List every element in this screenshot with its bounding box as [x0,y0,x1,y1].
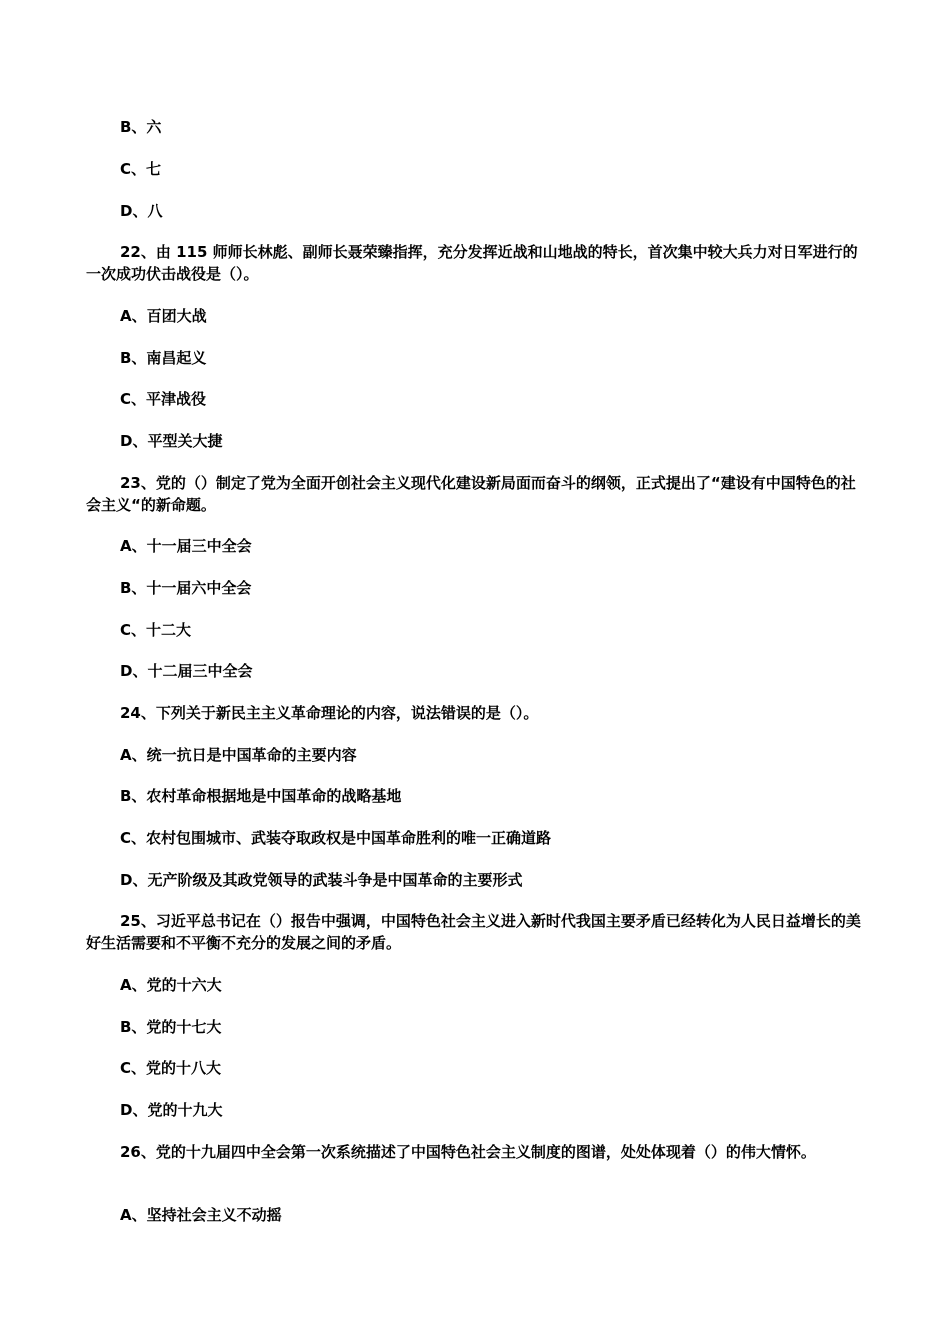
question-25-option-c: C、党的十八大 [120,1059,222,1077]
question-24-option-c: C、农村包围城市、武装夺取政权是中国革命胜利的唯一正确道路 [120,829,552,847]
option-b-liu: B、六 [120,118,162,136]
option-c-qi: C、七 [120,160,162,178]
question-25: 25、习近平总书记在（）报告中强调，中国特色社会主义进入新时代我国主要矛盾已经转化为人民日益增长的美好生活需要和不平衡不充分的发展之间的矛盾。 [86,912,861,952]
question-22: 22、由 115 师师长林彪、副师长聂荣臻指挥，充分发挥近战和山地战的特长，首次集中较大兵力对日军进行的一次成功伏击战役是（）。 [86,243,858,283]
question-24-option-a: A、统一抗日是中国革命的主要内容 [120,746,357,764]
question-24-option-b: B、农村革命根据地是中国革命的战略基地 [120,787,402,805]
question-23-option-a: A、十一届三中全会 [120,537,252,555]
question-22-option-b: B、南昌起义 [120,349,207,367]
question-24: 24、下列关于新民主主义革命理论的内容，说法错误的是（）。 [120,704,539,722]
question-24-option-d: D、无产阶级及其政党领导的武装斗争是中国革命的主要形式 [120,871,523,889]
question-25-option-d: D、党的十九大 [120,1101,223,1119]
question-25-option-a: A、党的十六大 [120,976,222,994]
question-23: 23、党的（）制定了党为全面开创社会主义现代化建设新局面而奋斗的纲领，正式提出了“建设有中国特色的社会主义“的新命题。 [86,474,856,514]
option-d-ba: D、八 [120,202,163,220]
question-22-option-d: D、平型关大捷 [120,432,223,450]
question-26: 26、党的十九届四中全会第一次系统描述了中国特色社会主义制度的图谱，处处体现着（）的伟大情怀。 [120,1143,816,1161]
question-26-option-a: A、坚持社会主义不动摇 [120,1206,282,1224]
question-23-option-d: D、十二届三中全会 [120,662,253,680]
question-22-option-c: C、平津战役 [120,390,207,408]
question-23-option-c: C、十二大 [120,621,192,639]
question-23-option-b: B、十一届六中全会 [120,579,252,597]
question-25-option-b: B、党的十七大 [120,1018,222,1036]
question-22-option-a: A、百团大战 [120,307,207,325]
